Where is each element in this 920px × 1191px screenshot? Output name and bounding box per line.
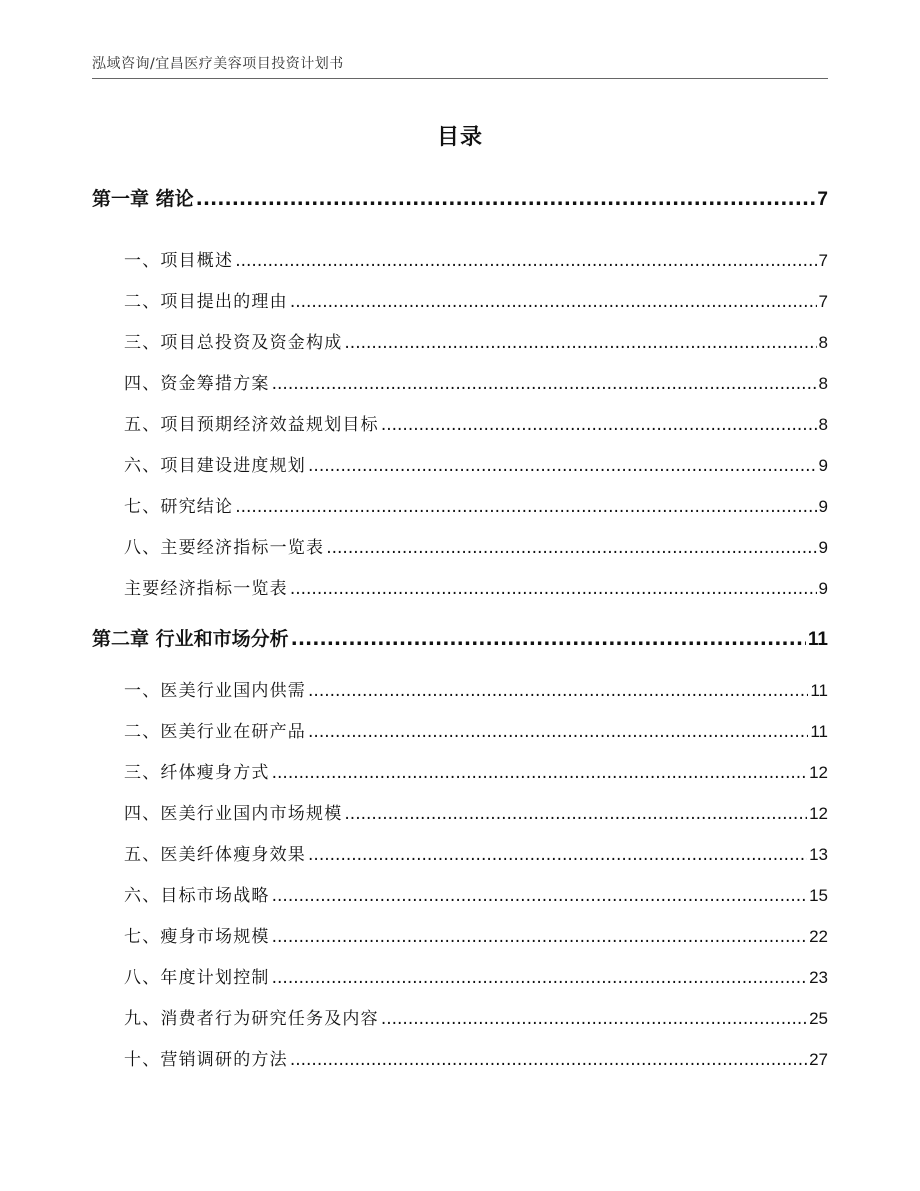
toc-section-2-8[interactable] — [124, 963, 828, 988]
toc-section-2-1[interactable] — [124, 676, 828, 701]
toc-entry-label: 医美行业在研产品 — [160, 722, 307, 742]
toc-page-number: 11 — [807, 629, 828, 650]
toc-section-2-5[interactable] — [124, 840, 828, 865]
toc-entry-label: 项目建设进度规划 — [160, 456, 307, 476]
toc-page-number: 27 — [809, 1050, 828, 1069]
toc-leader-dots — [272, 968, 807, 988]
toc-page-number: 25 — [809, 1009, 828, 1028]
toc-section-1-table[interactable] — [124, 574, 828, 599]
toc-leader-dots — [235, 497, 816, 517]
toc-page-number: 8 — [818, 374, 828, 393]
toc-section-2-10[interactable] — [124, 1045, 828, 1070]
toc-entry-label: 项目提出的理由 — [160, 292, 288, 312]
toc-page-number: 7 — [818, 251, 828, 270]
toc-page-number: 13 — [809, 845, 828, 864]
toc-section-2-6[interactable] — [124, 881, 828, 906]
toc-section-2-7[interactable] — [124, 922, 828, 947]
toc-section-1-2[interactable] — [124, 287, 828, 312]
toc-section-1-6[interactable] — [124, 451, 828, 476]
toc-section-1-4[interactable] — [124, 369, 828, 394]
toc-entry-label: 消费者行为研究任务及内容 — [160, 1009, 379, 1029]
toc-entry-label: 项目预期经济效益规划目标 — [160, 415, 379, 435]
toc-leader-dots — [290, 292, 817, 312]
toc-entry-number: 五、 — [124, 415, 161, 435]
toc-entry-number: 六、 — [124, 456, 161, 476]
toc-entry-label: 医美纤体瘦身效果 — [160, 845, 307, 865]
toc-section-1-8[interactable] — [124, 533, 828, 558]
toc-page-number: 7 — [818, 292, 828, 311]
toc-entry-number: 三、 — [124, 333, 161, 353]
running-header: 泓域咨询/宜昌医疗美容项目投资计划书 — [92, 56, 344, 72]
toc-chapter-2[interactable] — [92, 624, 828, 651]
toc-page-number: 9 — [818, 538, 828, 557]
toc-section-2-3[interactable] — [124, 758, 828, 783]
toc-entry-number: 三、 — [124, 763, 161, 783]
toc-page-number: 9 — [818, 579, 828, 598]
toc-section-2-9[interactable] — [124, 1004, 828, 1029]
toc-section-1-7[interactable] — [124, 492, 828, 517]
toc-leader-dots — [308, 722, 808, 742]
toc-leader-dots — [308, 845, 807, 865]
toc-leader-dots — [196, 188, 816, 210]
toc-leader-dots — [344, 804, 807, 824]
toc-entry-number: 四、 — [124, 374, 161, 394]
toc-page-number: 8 — [818, 415, 828, 434]
toc-section-1-3[interactable] — [124, 328, 828, 353]
toc-leader-dots — [272, 886, 807, 906]
toc-entry-label: 主要经济指标一览表 — [160, 538, 325, 558]
toc-page-number: 11 — [810, 722, 828, 741]
toc-entry-label: 研究结论 — [160, 497, 234, 517]
toc-entry-label: 第二章 行业和市场分析 — [92, 628, 289, 650]
toc-page-number: 9 — [818, 497, 828, 516]
toc-leader-dots — [290, 1050, 807, 1070]
toc-entry-number: 八、 — [124, 968, 161, 988]
toc-entry-number: 五、 — [124, 845, 161, 865]
toc-page-number: 22 — [809, 927, 828, 946]
toc-leader-dots — [291, 628, 806, 650]
toc-entry-label: 纤体瘦身方式 — [160, 763, 270, 783]
toc-section-2-4[interactable] — [124, 799, 828, 824]
toc-entry-number: 六、 — [124, 886, 161, 906]
toc-section-1-5[interactable] — [124, 410, 828, 435]
header-rule — [92, 78, 828, 79]
toc-page-number: 15 — [809, 886, 828, 905]
toc-entry-label: 目标市场战略 — [160, 886, 270, 906]
toc-page-number: 7 — [817, 189, 828, 210]
toc-page-number: 12 — [809, 763, 828, 782]
toc-entry-number: 八、 — [124, 538, 161, 558]
toc-entry-label: 医美行业国内市场规模 — [160, 804, 343, 824]
toc-entry-label: 项目总投资及资金构成 — [160, 333, 343, 353]
toc-leader-dots — [308, 456, 817, 476]
toc-leader-dots — [272, 763, 807, 783]
toc-entry-label: 项目概述 — [160, 251, 234, 271]
toc-entry-number: 十、 — [124, 1050, 161, 1070]
toc-entry-number: 七、 — [124, 497, 161, 517]
toc-entry-number: 二、 — [124, 722, 161, 742]
toc-entry-number: 二、 — [124, 292, 161, 312]
toc-page-number: 12 — [809, 804, 828, 823]
toc-leader-dots — [344, 333, 816, 353]
toc-chapter-1[interactable] — [92, 184, 828, 211]
toc-entry-label: 瘦身市场规模 — [160, 927, 270, 947]
toc-section-1-1[interactable] — [124, 246, 828, 271]
toc-entry-number: 一、 — [124, 251, 161, 271]
toc-leader-dots — [381, 1009, 807, 1029]
toc-leader-dots — [308, 681, 808, 701]
toc-entry-number: 九、 — [124, 1009, 161, 1029]
toc-leader-dots — [326, 538, 816, 558]
toc-leader-dots — [235, 251, 816, 271]
toc-title: 目录 — [436, 125, 483, 150]
toc-entry-label: 主要经济指标一览表 — [124, 579, 288, 599]
toc-entry-label: 第一章 绪论 — [92, 188, 194, 210]
toc-page-number: 23 — [809, 968, 828, 987]
toc-leader-dots — [290, 579, 817, 599]
toc-entry-label: 营销调研的方法 — [160, 1050, 288, 1070]
toc-section-2-2[interactable] — [124, 717, 828, 742]
toc-entry-label: 年度计划控制 — [160, 968, 270, 988]
toc-entry-number: 一、 — [124, 681, 161, 701]
toc-leader-dots — [272, 374, 817, 394]
toc-leader-dots — [381, 415, 817, 435]
toc-entry-number: 七、 — [124, 927, 161, 947]
toc-entry-number: 四、 — [124, 804, 161, 824]
toc-page-number: 8 — [818, 333, 828, 352]
toc-page-number: 9 — [818, 456, 828, 475]
toc-entry-label: 资金筹措方案 — [160, 374, 270, 394]
toc-leader-dots — [272, 927, 807, 947]
toc-entry-label: 医美行业国内供需 — [160, 681, 307, 701]
toc-page-number: 11 — [810, 681, 828, 700]
